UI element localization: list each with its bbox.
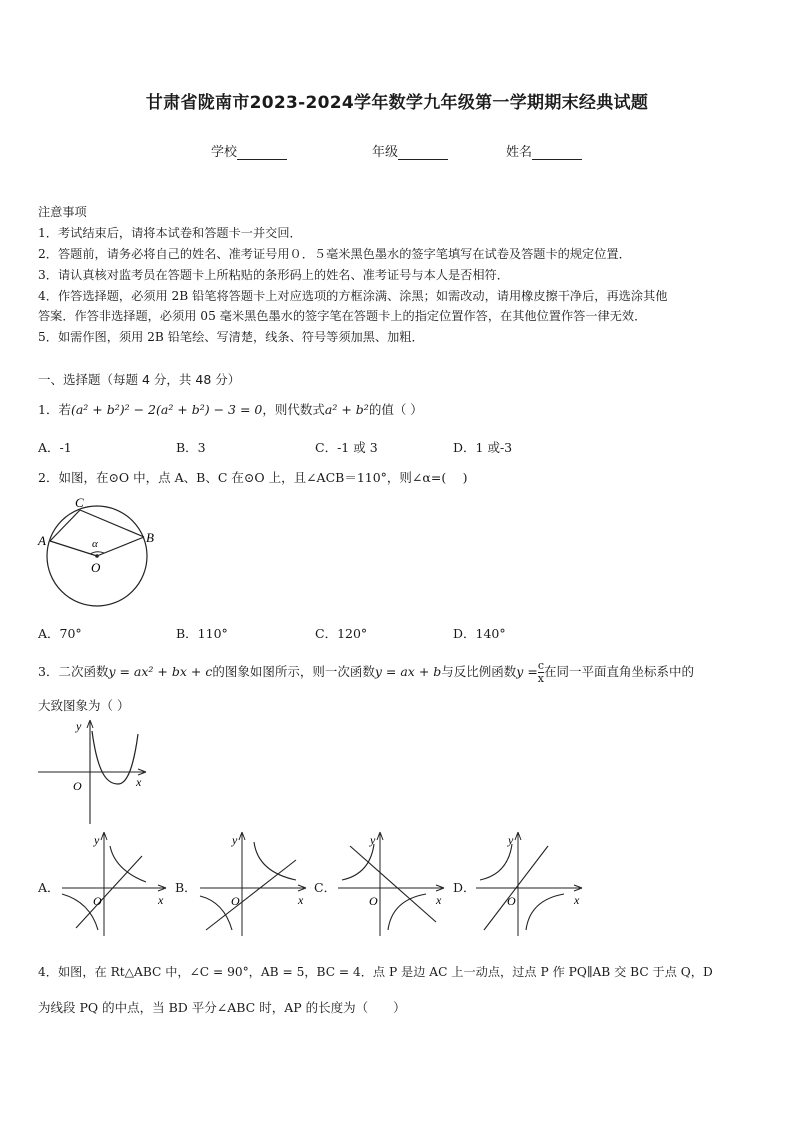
q3-text-3: 与反比例函数: [441, 664, 517, 679]
q3-text-4: 在同一平面直角坐标系中的: [544, 664, 695, 679]
question-1: [38, 400, 423, 418]
q1-option-d[interactable]: D．1 或-3: [453, 440, 513, 455]
axis-x-label: x: [574, 893, 580, 907]
notice-item: 3．请认真核对监考员在答题卡上所粘贴的条形码上的姓名、准考证号与本人是否相符．: [38, 268, 509, 282]
label-a: A: [38, 533, 46, 548]
q3-option-b[interactable]: B．: [175, 880, 197, 895]
fraction-numerator: c: [537, 659, 544, 672]
q3-inverse-lhs: y =: [516, 664, 538, 679]
name-label: 姓名: [506, 145, 533, 160]
question-4-line-2: 为线段 PQ 的中点，当 BD 平分∠ABC 时，AP 的长度为（ ）: [38, 1000, 406, 1015]
notice-item: 5．如需作图，须用 2B 铅笔绘、写清楚，线条、符号等须加黑、加粗．: [38, 330, 424, 344]
q2-option-d[interactable]: D．140°: [453, 626, 506, 641]
q3-option-a[interactable]: A．: [38, 880, 60, 895]
q3-text-1: 3．二次函数: [38, 664, 109, 679]
question-3: [38, 660, 694, 685]
notice-item: 2．答题前，请务必将自己的姓名、准考证号用０．５毫米黑色墨水的签字笔填写在试卷及答题卡的规定位置．: [38, 247, 631, 261]
q3-option-d[interactable]: D．: [453, 880, 476, 895]
q2-option-b[interactable]: B．110°: [176, 626, 228, 641]
q1-suffix: 的值（ ）: [368, 402, 423, 417]
origin-label: O: [231, 894, 240, 908]
q2-option-c[interactable]: C．120°: [315, 626, 368, 641]
label-alpha: α: [92, 538, 98, 550]
axis-y-label: y: [94, 833, 100, 847]
fraction-denominator: x: [537, 672, 545, 685]
parabola-graph: [36, 716, 156, 826]
grade-label: 年级: [372, 145, 399, 160]
axis-y-label: y: [76, 719, 82, 733]
notice-item: 4．作答选择题，必须用 2B 铅笔将答题卡上对应选项的方框涂满、涂黑；如需改动，请用橡皮擦干净后，再选涂其他: [38, 289, 668, 303]
q3-text-2: 的图象如图所示，则一次函数: [212, 664, 375, 679]
origin-label: O: [507, 894, 516, 908]
axis-y-label: y: [370, 833, 376, 847]
q1-option-c[interactable]: C．-1 或 3: [315, 440, 378, 455]
grade-field[interactable]: [372, 141, 448, 160]
q2-option-a[interactable]: A．70°: [38, 626, 82, 641]
notice-item: 1．考试结束后，请将本试卷和答题卡一并交回．: [38, 226, 302, 240]
option-a-graph[interactable]: [60, 830, 170, 938]
name-field[interactable]: [506, 141, 582, 160]
q3-linear: y = ax + b: [374, 664, 442, 679]
school-field[interactable]: [211, 141, 287, 160]
axis-x-label: x: [298, 893, 304, 907]
label-c: C: [75, 495, 84, 510]
school-label: 学校: [211, 145, 238, 160]
option-b-graph[interactable]: [198, 830, 310, 938]
axis-x-label: x: [436, 893, 442, 907]
option-c-graph[interactable]: [336, 830, 448, 938]
axis-y-label: y: [508, 833, 514, 847]
q1-expression: (a² + b²)² − 2(a² + b²) − 3 = 0: [70, 402, 263, 417]
page-title: 甘肃省陇南市2023-2024学年数学九年级第一学期期末经典试题: [145, 93, 649, 113]
option-d-graph[interactable]: [474, 830, 586, 938]
axis-x-label: x: [158, 893, 164, 907]
q3-option-c[interactable]: C．: [314, 880, 337, 895]
q3-quadratic: y = ax² + bx + c: [108, 664, 213, 679]
origin-label: O: [73, 779, 82, 793]
label-b: B: [146, 530, 154, 545]
origin-label: O: [93, 894, 102, 908]
q1-option-b[interactable]: B．3: [176, 440, 206, 455]
circle-figure: [36, 494, 166, 614]
question-4: 4．如图，在 Rt△ABC 中，∠C = 90°，AB = 5，BC = 4．点 P 是边 AC 上一动点，过点 P 作 PQ∥AB 交 BC 于点 Q，D: [38, 965, 713, 979]
q1-mid: ，则代数式: [262, 402, 325, 417]
q3-line-2: 大致图象为（ ）: [38, 698, 130, 713]
notice-heading: 注意事项: [38, 205, 87, 219]
axis-y-label: y: [232, 833, 238, 847]
question-2: 2．如图，在⊙O 中，点 A、B、C 在⊙O 上，且∠ACB＝110°，则∠α=( ): [38, 470, 468, 485]
notice-item: 答案．作答非选择题，必须用 05 毫米黑色墨水的签字笔在答题卡上的指定位置作答，在其他位置作答一律无效．: [38, 309, 647, 323]
q1-prefix: 1．若: [38, 402, 71, 417]
q1-expression-2: a² + b²: [324, 402, 369, 417]
axis-x-label: x: [136, 775, 142, 789]
label-o: O: [91, 560, 101, 575]
q1-option-a[interactable]: A．-1: [38, 440, 72, 455]
section-heading: 一、选择题（每题 4 分，共 48 分）: [38, 372, 241, 387]
origin-label: O: [369, 894, 378, 908]
